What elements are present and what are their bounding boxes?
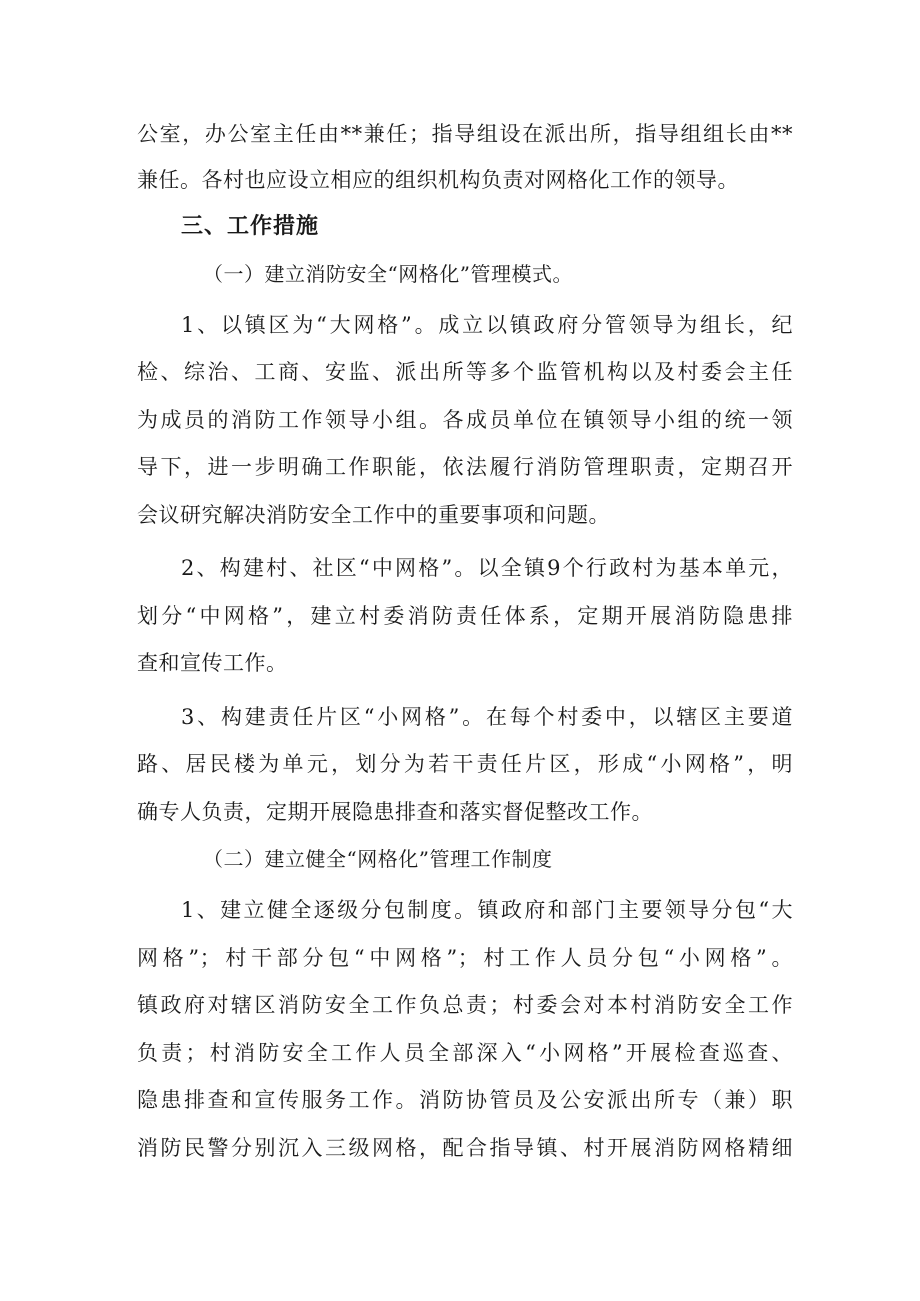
paragraph-line: 划分“中网格”，建立村委消防责任体系，定期开展消防隐患排 [137, 604, 793, 628]
paragraph-line: 导下，进一步明确工作职能，依法履行消防管理职责，定期召开 [137, 455, 793, 479]
paragraph-line: 检、综治、工商、安监、派出所等多个监管机构以及村委会主任 [137, 360, 793, 384]
paragraph-line: 兼任。各村也应设立相应的组织机构负责对网格化工作的领导。 [137, 168, 739, 192]
paragraph-line: 为成员的消防工作领导小组。各成员单位在镇领导小组的统一领 [137, 408, 793, 432]
paragraph-line: 负责；村消防安全工作人员全部深入“小网格”开展检查巡查、 [137, 1041, 793, 1065]
paragraph-line: 1、以镇区为“大网格”。成立以镇政府分管领导为组长，纪 [181, 313, 793, 337]
paragraph-line: 消防民警分别沉入三级网格，配合指导镇、村开展消防网格精细 [137, 1136, 793, 1160]
paragraph-line: 2、构建村、社区“中网格”。以全镇9个行政村为基本单元， [181, 556, 793, 580]
paragraph-line: 确专人负责，定期开展隐患排查和落实督促整改工作。 [137, 800, 653, 824]
section-heading: 三、工作措施 [181, 214, 320, 239]
subsection-heading: （一）建立消防安全“网格化”管理模式。 [203, 262, 573, 286]
paragraph-line: 3、构建责任片区“小网格”。在每个村委中，以辖区主要道 [181, 705, 793, 729]
subsection-heading: （二）建立健全“网格化”管理工作制度 [203, 847, 553, 871]
paragraph-line: 镇政府对辖区消防安全工作负总责；村委会对本村消防安全工作 [137, 993, 793, 1017]
paragraph-line: 路、居民楼为单元，划分为若干责任片区，形成“小网格”，明 [137, 752, 793, 776]
paragraph-line: 会议研究解决消防安全工作中的重要事项和问题。 [137, 503, 610, 527]
paragraph-line: 隐患排查和宣传服务工作。消防协管员及公安派出所专（兼）职 [137, 1088, 793, 1112]
paragraph-line: 网格”；村干部分包“中网格”；村工作人员分包“小网格”。 [137, 946, 793, 970]
paragraph-line: 查和宣传工作。 [137, 651, 288, 675]
paragraph-line: 1、建立健全逐级分包制度。镇政府和部门主要领导分包“大 [181, 898, 793, 922]
paragraph-line: 公室，办公室主任由**兼任；指导组设在派出所，指导组组长由** [137, 122, 793, 146]
